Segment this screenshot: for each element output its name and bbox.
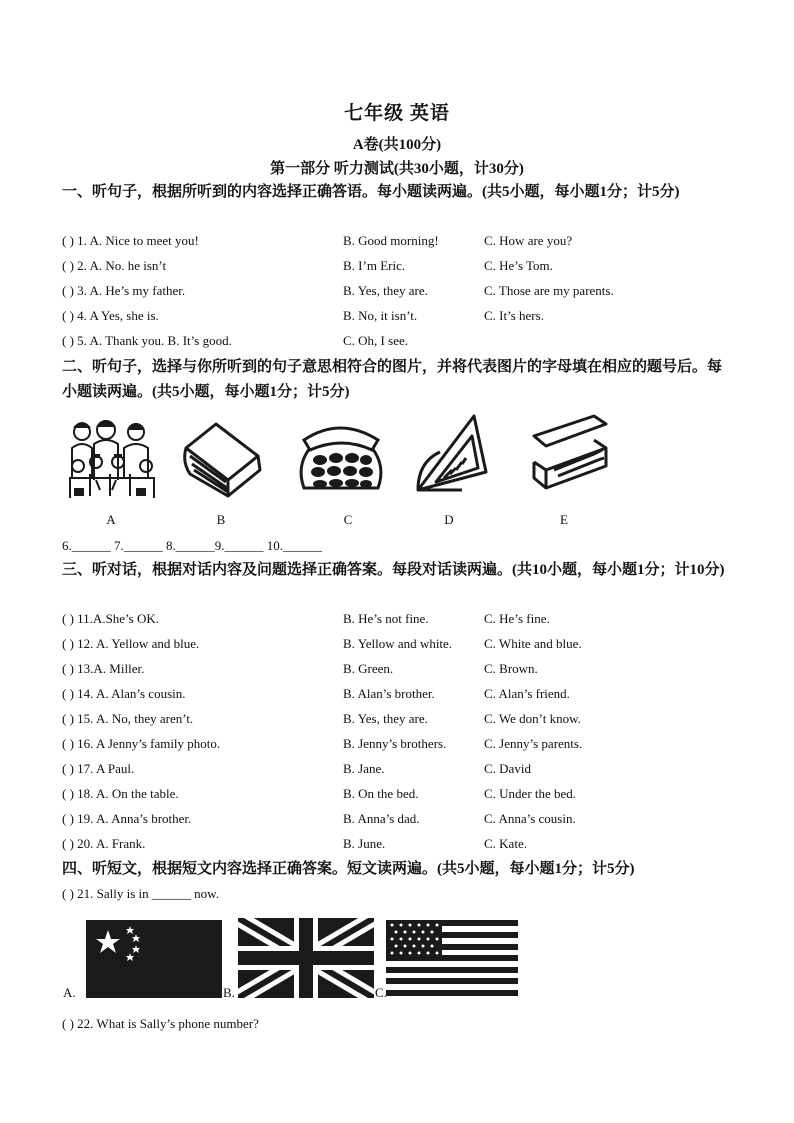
question-text: ( ) 4. A Yes, she is. [62, 308, 159, 323]
question-row [62, 634, 742, 654]
section1-heading: 一、听句子，根据所听到的内容选择正确答语。每小题读两遍。(共5小题，每小题1分；计5分) [62, 184, 680, 200]
book-picture [180, 418, 264, 498]
flag-label-c: C. [375, 985, 387, 1000]
ruler-set-picture [414, 412, 492, 496]
option-c: C. Those are my parents. [484, 283, 614, 298]
family-picture [66, 418, 158, 500]
question-row [62, 659, 742, 679]
question-text: ( ) 1. A. Nice to meet you! [62, 233, 199, 248]
picture-label-a: A [106, 512, 116, 527]
answer-blanks: 6.______ 7.______ 8.______9.______ 10.______ [62, 538, 322, 553]
question-row [62, 884, 742, 904]
picture-label-e: E [560, 512, 568, 527]
question-row [62, 331, 742, 351]
question-text: ( ) 21. Sally is in ______ now. [62, 886, 219, 901]
question-text: ( ) 13.A. Miller. [62, 661, 145, 676]
section2-heading: 二、听句子，选择与你所听到的句子意思相符合的图片，并将代表图片的字母填在相应的题号后。每小题读两遍。(共5小题，每小题1分；计5分) [62, 359, 723, 400]
uk-flag-picture [238, 918, 374, 998]
option-b: B. Yes, they are. [343, 283, 428, 298]
china-flag-picture [86, 920, 222, 998]
option-b: B. Good morning! [343, 233, 439, 248]
option-c: C. Under the bed. [484, 786, 577, 801]
question-row [62, 281, 742, 301]
option-c: C. Brown. [484, 661, 538, 676]
question-text: ( ) 18. A. On the table. [62, 786, 179, 801]
question-row [62, 834, 742, 854]
option-c: C. It’s hers. [484, 308, 544, 323]
part-title: 第一部分 听力测试(共30小题，计30分) [270, 161, 524, 177]
option-c: C. Kate. [484, 836, 527, 851]
question-row [62, 1014, 742, 1034]
question-row [62, 231, 742, 251]
option-c: C. We don’t know. [484, 711, 581, 726]
option-b: B. Green. [343, 661, 394, 676]
option-b: B. I’m Eric. [343, 258, 406, 273]
picture-label-d: D [444, 512, 454, 527]
question-text: ( ) 15. A. No, they aren’t. [62, 711, 194, 726]
question-row [62, 306, 742, 326]
exam-title: 七年级 英语 [344, 103, 450, 124]
section4-heading: 四、听短文，根据短文内容选择正确答案。短文读两遍。(共5小题，每小题1分；计5分) [62, 861, 635, 877]
option-c: C. Oh, I see. [343, 333, 408, 348]
option-b: B. He’s not fine. [343, 611, 429, 626]
volume-title: A卷(共100分) [352, 137, 442, 153]
question-text: ( ) 2. A. No. he isn’t [62, 258, 167, 273]
usa-flag-picture [386, 920, 518, 996]
option-c: C. How are you? [484, 233, 573, 248]
question-row [62, 759, 742, 779]
picture-label-c: C [343, 512, 353, 527]
option-b: B. Jane. [343, 761, 385, 776]
question-row [62, 809, 742, 829]
question-text: ( ) 5. A. Thank you. B. It’s good. [62, 333, 232, 348]
option-c: C. Alan’s friend. [484, 686, 570, 701]
question-text: ( ) 22. What is Sally’s phone number? [62, 1016, 259, 1031]
question-text: ( ) 3. A. He’s my father. [62, 283, 186, 298]
question-text: ( ) 20. A. Frank. [62, 836, 146, 851]
question-text: ( ) 19. A. Anna’s brother. [62, 811, 192, 826]
option-b: B. Jenny’s brothers. [343, 736, 447, 751]
option-b: B. Yes, they are. [343, 711, 428, 726]
section3-heading: 三、听对话，根据对话内容及问题选择正确答案。每段对话读两遍。(共10小题，每小题1分；计10分) [62, 562, 725, 578]
option-b: B. On the bed. [343, 786, 419, 801]
question-text: ( ) 12. A. Yellow and blue. [62, 636, 200, 651]
question-row [62, 256, 742, 276]
question-row [62, 784, 742, 804]
question-text: ( ) 14. A. Alan’s cousin. [62, 686, 186, 701]
question-row [62, 734, 742, 754]
flag-label-b: B. [223, 985, 235, 1000]
question-text: ( ) 16. A Jenny’s family photo. [62, 736, 221, 751]
question-row [62, 709, 742, 729]
question-row [62, 609, 742, 629]
option-b: B. Anna’s dad. [343, 811, 420, 826]
option-b: B. Yellow and white. [343, 636, 453, 651]
flag-label-a: A. [63, 985, 76, 1000]
option-c: C. He’s Tom. [484, 258, 553, 273]
option-c: C. He’s fine. [484, 611, 550, 626]
question-text: ( ) 17. A Paul. [62, 761, 135, 776]
option-b: B. Alan’s brother. [343, 686, 435, 701]
option-c: C. Anna’s cousin. [484, 811, 576, 826]
question-text: ( ) 11.A.She’s OK. [62, 611, 160, 626]
picture-label-b: B [216, 512, 226, 527]
option-c: C. David [484, 761, 531, 776]
option-b: B. June. [343, 836, 386, 851]
question-row [62, 684, 742, 704]
option-c: C. Jenny’s parents. [484, 736, 583, 751]
option-b: B. No, it isn’t. [343, 308, 418, 323]
telephone-picture [294, 418, 388, 500]
pencil-box-picture [528, 412, 612, 494]
option-c: C. White and blue. [484, 636, 582, 651]
